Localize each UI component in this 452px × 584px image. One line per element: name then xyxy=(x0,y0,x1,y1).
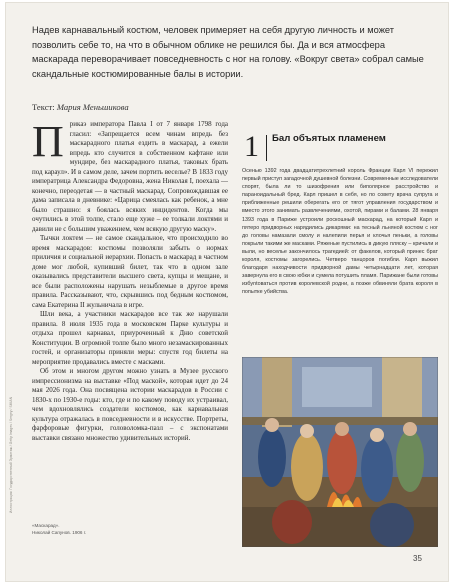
author-name: Мария Меньшикова xyxy=(56,102,129,112)
article-paragraph: Шли века, а участники маскарадов все так же нарушали правила. 8 июля 1935 года в московском Парке культуры и отдыха прошел карнавал, приуроченный к Дню советской Конституции. В огромной толпе было много незамаскированных гостей, и организаторы приняли меры: спустя год билеты на мероприятие продавались вместе с масками. xyxy=(32,310,228,366)
author-label: Текст: xyxy=(32,102,55,112)
caption-title: «Маскарад». xyxy=(32,523,60,528)
ball-of-the-burning-men-painting xyxy=(242,357,438,547)
image-caption xyxy=(32,523,152,536)
drop-cap: П xyxy=(32,120,64,166)
intro-paragraph: Надев карнавальный костюм, человек примеряет на себя другую личность и может позволить себе то, на что в обычном облике не решился бы. Да и вся атмосфера маскарада переворачивает повседневность с ног на голову. «Вокруг света» собрал самые скандальные костюмированные балы в истории. xyxy=(32,25,424,79)
magazine-page xyxy=(6,3,448,581)
page-number: 35 xyxy=(413,554,422,563)
section-paragraph: Осенью 1392 года двадцатитрехлетний король Франции Карл VI пережил первый приступ загадочной душевной болезни. Современные исследователи спорят, была ли то шизофрения или биполярное расстройство и параноидальный бред. Карл пришел в себя, но по совету врача супруга и приближенные решили оберегать его от тягот управления государством и вместо этого занимать развлечениями, охотой, пирами и балами. 28 января 1393 года в Париже устроили роскошный маскарад, на который Карл и пятеро придворных нарядились дикарями: на тесный льняной костюм с ног до головы намазали смолу и налепили перья и клочья пеньки, а головы покрыли такими же масками. Ряженые пустились в дикую пляску – кричали и выли, но веселье закончилось трагедией: от факелов, который принес брат короля, костюмы загорелись. Четверо танцоров погибли. Карл выжил благодаря находчивости придворной дамы четырнадцати лет, которая завернула его в свою юбки и сумела потушить пламя. Парижане были готовы избуntоваться против королевской родни, а позже обвиняли брата короля в попытке убийства. xyxy=(242,168,438,296)
section-number: 1 xyxy=(244,130,259,163)
section-heading xyxy=(240,131,430,165)
caption-author: Николай Сапунов. 1906 г. xyxy=(32,529,87,535)
painting-image xyxy=(242,357,438,547)
article-paragraph: рикаэ императора Павла I от 7 января 1798 года гласил: «Запрещается всем чинам впредь без маскарадного платья ездить в маскарад, а ежели впредь кто случится в собственном кафтане или мундире, без маскарадного платья, таковых брать под караул». И в самом деле, зачем портить веселье? В 1833 году императрица Александра Федоровна, жена Николая I, поехала — конечно, переодетая — в частный маскарад. Сопровождавшая ее дама записала в дневнике: «Царица смеялась как ребенок, а мне было страшно: я боялась всяких инцидентов. Когда мы очутились в этой толпе, стало еще хуже – ее толкали локтями и давили не с большим уважением, чем всякую другую маску». xyxy=(32,120,228,233)
article-paragraph: Тычки локтем — не самое скандальное, что происходило во время маскарадов: костюмы позволяли забыть о нормах приличия и социальной иерархии. Попасть в маскарад в частном доме мог любой, купивший билет, так что в одном зале оказывались представители высшего света, купцы и мещане, и все были расположены нарушать незыблемые в другое время правила. Рассказывают, что, скрывшись под бедным костюмом, сама Екатерина II жульничала в игре. xyxy=(32,234,228,309)
author-line xyxy=(32,102,332,112)
left-column-article xyxy=(32,120,228,530)
photo-credit: Иллюстрация: Государственный Эрмитаж / Getty Images / Sergey / SMIAN xyxy=(9,396,13,513)
section-body xyxy=(242,167,438,352)
heading-divider xyxy=(266,135,267,161)
article-paragraph: Об этом и многом другом можно узнать в Музее русского импрессионизма на выставке «Под маской», которая идет до 24 мая 2026 года. Она посвящена истории маскарадов в России с 1830-х по 1930-е годы: кто, где и по какому поводу их устраивал, чем вдохновлялись создатели костюмов, как карнавальная культура отражалась в повседневности и в искусстве. Портреты, фарфоровые фигурки, головоломка-пазл – с экспонатами выставки связано множество удивительных историй. xyxy=(32,367,228,442)
section-title: Бал объятых пламенем xyxy=(272,133,386,144)
